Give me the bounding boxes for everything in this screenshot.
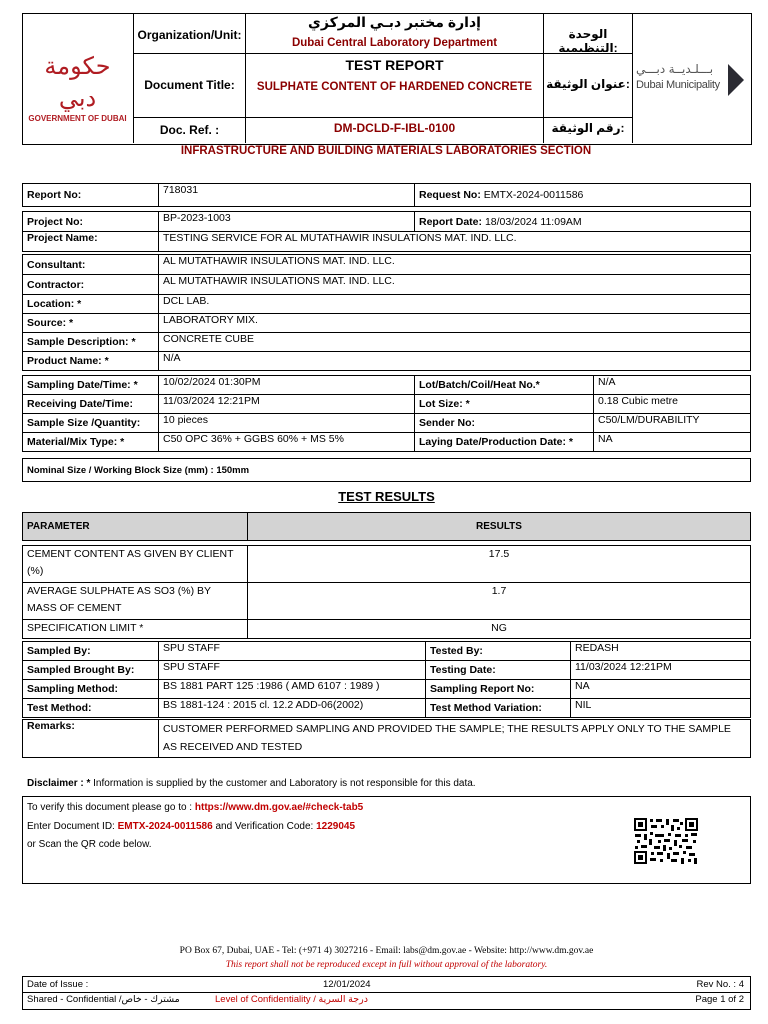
lot-size-label: Lot Size: * — [415, 395, 594, 414]
nominal-size-table — [22, 458, 751, 482]
sampling-report-label: Sampling Report No: — [426, 680, 571, 699]
disclaimer — [27, 778, 476, 789]
parameter-cell: CEMENT CONTENT AS GIVEN BY CLIENT (%) — [23, 546, 248, 583]
disclaimer-text: Information is supplied by the customer and Laboratory is not responsible for this data. — [90, 778, 476, 789]
government-of-dubai-logo — [22, 50, 133, 123]
verification-code: 1229045 — [316, 821, 356, 832]
parameter-header: PARAMETER — [23, 513, 248, 541]
contractor-label: Contractor: — [23, 275, 159, 295]
gov-logo-english: GOVERNMENT OF DUBAI — [28, 114, 127, 123]
project-name-label: Project Name: — [23, 232, 159, 252]
laying-date: NA — [594, 433, 751, 452]
verify-prefix: To verify this document please go to : — [27, 802, 195, 813]
brought-by-label: Sampled Brought By: — [23, 661, 159, 680]
sampling-date: 10/02/2024 01:30PM — [159, 376, 415, 395]
receiving-date-label: Receiving Date/Time: — [23, 395, 159, 414]
dubai-municipality-logo — [636, 62, 748, 102]
issue-date-label: Date of Issue : — [27, 979, 89, 990]
remarks: CUSTOMER PERFORMED SAMPLING AND PROVIDED THE SAMPLE; THE RESULTS APPLY ONLY TO THE SAMPLE AS RECEIVED AND TESTED — [159, 720, 751, 758]
section-title: INFRASTRUCTURE AND BUILDING MATERIALS LABORATORIES SECTION — [180, 145, 592, 157]
dm-chevron-icon — [728, 64, 744, 96]
consultant: AL MUTATHAWIR INSULATIONS MAT. IND. LLC. — [159, 255, 751, 275]
sample-size-label: Sample Size /Quantity: — [23, 414, 159, 433]
confidentiality-level: Level of Confidentiality / درجة السرية — [215, 994, 368, 1005]
document-id: EMTX-2024-0011586 — [117, 821, 213, 832]
footer-notice: This report shall not be reproduced except in full without approval of the laboratory. — [225, 960, 548, 970]
tested-by: REDASH — [571, 642, 751, 661]
sample-description: CONCRETE CUBE — [159, 333, 751, 352]
doc-ref: DM-DCLD-F-IBL-0100 — [333, 121, 456, 135]
result-cell: 1.7 — [248, 583, 751, 620]
gov-logo-arabic: حكومة دبي — [44, 52, 111, 112]
remarks-table — [22, 719, 751, 758]
testing-date: 11/03/2024 12:21PM — [571, 661, 751, 680]
table-row — [23, 546, 751, 583]
test-method: BS 1881-124 : 2015 cl. 12.2 ADD-06(2002) — [159, 699, 426, 718]
test-results-title: TEST RESULTS — [338, 489, 435, 504]
test-method-label: Test Method: — [23, 699, 159, 718]
laying-date-label: Laying Date/Production Date: * — [415, 433, 594, 452]
request-no-label: Request No: — [419, 189, 481, 201]
tested-by-label: Tested By: — [426, 642, 571, 661]
request-no: EMTX-2024-0011586 — [483, 189, 584, 201]
shared-confidential: Shared - Confidential /مشترك - خاص — [27, 994, 180, 1005]
dm-logo-arabic: بـــلـديــة دبـــي — [636, 62, 714, 76]
project-no: BP-2023-1003 — [159, 212, 415, 232]
test-method-variation-label: Test Method Variation: — [426, 699, 571, 718]
parameter-cell: SPECIFICATION LIMIT * — [23, 620, 248, 639]
material: C50 OPC 36% + GGBS 60% + MS 5% — [159, 433, 415, 452]
verification-code-prefix: and Verification Code: — [212, 821, 317, 832]
doc-title-label-arabic: عنوان الوثيقة: — [546, 77, 630, 91]
org-arabic-name: إدارة مختبر دبـي المركزي — [308, 14, 481, 30]
scan-qr-text: or Scan the QR code below. — [27, 839, 152, 850]
report-no: 718031 — [159, 184, 415, 207]
sampling-method: BS 1881 PART 125 :1986 ( AMD 6107 : 1989 ) — [159, 680, 426, 699]
product-name: N/A — [159, 352, 751, 371]
brought-by: SPU STAFF — [159, 661, 426, 680]
results-header: RESULTS — [248, 513, 751, 541]
nominal-size: Nominal Size / Working Block Size (mm) : 150mm — [23, 459, 751, 482]
material-label: Material/Mix Type: * — [23, 433, 159, 452]
doc-type: TEST REPORT — [345, 57, 444, 73]
footer-box — [22, 976, 751, 1010]
sample-size: 10 pieces — [159, 414, 415, 433]
qr-code-icon[interactable] — [633, 817, 699, 865]
sampled-by: SPU STAFF — [159, 642, 426, 661]
table-row — [23, 583, 751, 620]
report-no-label: Report No: — [23, 184, 159, 207]
disclaimer-label: Disclaimer : * — [27, 778, 91, 789]
sampling-info-table — [22, 641, 751, 718]
results-header-table — [22, 512, 751, 541]
consultant-label: Consultant: — [23, 255, 159, 275]
footer-address: PO Box 67, Dubai, UAE - Tel: (+971 4) 3027216 - Email: labs@dm.gov.ae - Website: http://www.dm.gov.ae — [179, 946, 594, 956]
dm-logo-english: Dubai Municipality — [636, 79, 720, 91]
verification-box — [22, 796, 751, 884]
org-label: Organization/Unit: — [137, 28, 242, 42]
issue-date: 12/01/2024 — [323, 979, 371, 990]
org-label-arabic: الوحدة التنظيمية: — [558, 27, 618, 55]
lot-batch: N/A — [594, 376, 751, 395]
verify-link[interactable]: https://www.dm.gov.ae/#check-tab5 — [194, 802, 364, 813]
product-name-label: Product Name: * — [23, 352, 159, 371]
report-date-label: Report Date: — [419, 215, 483, 228]
doc-ref-label-arabic: رقم الوثيقة: — [551, 121, 625, 135]
project-no-label: Project No: — [23, 212, 159, 232]
location: DCL LAB. — [159, 295, 751, 314]
project-details-table — [22, 211, 751, 252]
sampled-by-label: Sampled By: — [23, 642, 159, 661]
test-method-variation: NIL — [571, 699, 751, 718]
lot-batch-label: Lot/Batch/Coil/Heat No.* — [415, 376, 594, 395]
sender-no: C50/LM/DURABILITY — [594, 414, 751, 433]
sampling-date-label: Sampling Date/Time: * — [23, 376, 159, 395]
revision-number: Rev No. : 4 — [696, 979, 744, 990]
report-no-table — [22, 183, 751, 207]
location-label: Location: * — [23, 295, 159, 314]
results-table — [22, 545, 751, 639]
sampling-method-label: Sampling Method: — [23, 680, 159, 699]
doc-title: SULPHATE CONTENT OF HARDENED CONCRETE — [256, 81, 533, 93]
project-name: TESTING SERVICE FOR AL MUTATHAWIR INSULATIONS MAT. IND. LLC. — [159, 232, 751, 252]
report-date: 18/03/2024 11:09AM — [484, 215, 582, 228]
sample-description-label: Sample Description: * — [23, 333, 159, 352]
lot-size: 0.18 Cubic metre — [594, 395, 751, 414]
table-row — [23, 620, 751, 639]
parameter-cell: AVERAGE SULPHATE AS SO3 (%) BY MASS OF CEMENT — [23, 583, 248, 620]
source-label: Source: * — [23, 314, 159, 333]
party-details-table — [22, 254, 751, 371]
testing-date-label: Testing Date: — [426, 661, 571, 680]
source: LABORATORY MIX. — [159, 314, 751, 333]
result-cell: NG — [248, 620, 751, 639]
doc-title-label: Document Title: — [144, 78, 235, 92]
receiving-date: 11/03/2024 12:21PM — [159, 395, 415, 414]
document-id-prefix: Enter Document ID: — [27, 821, 118, 832]
remarks-label: Remarks: — [23, 720, 159, 758]
org-name: Dubai Central Laboratory Department — [291, 37, 498, 49]
doc-ref-label: Doc. Ref. : — [159, 123, 220, 137]
page-number: Page 1 of 2 — [695, 994, 744, 1005]
sampling-details-table — [22, 375, 751, 452]
sender-no-label: Sender No: — [415, 414, 594, 433]
result-cell: 17.5 — [248, 546, 751, 583]
contractor: AL MUTATHAWIR INSULATIONS MAT. IND. LLC. — [159, 275, 751, 295]
sampling-report: NA — [571, 680, 751, 699]
